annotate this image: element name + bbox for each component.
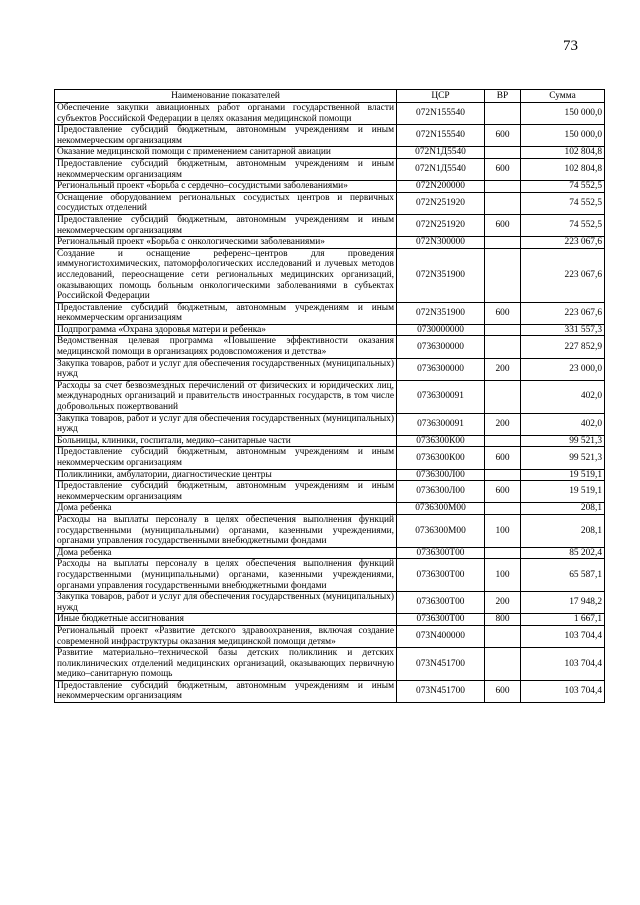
row-name-cell: Предоставление субсидий бюджетным, автономным учреждениям и иным некоммерческим организациям	[55, 680, 397, 702]
row-sum-cell: 227 852,9	[521, 336, 605, 358]
row-vr-cell	[485, 181, 521, 193]
header-vr: ВР	[485, 90, 521, 103]
row-vr-cell: 600	[485, 302, 521, 324]
header-row	[55, 90, 605, 103]
row-vr-cell	[485, 147, 521, 159]
row-sum-cell: 331 557,3	[521, 324, 605, 336]
row-name-cell: Создание и оснащение референс–центров для проведения иммуногистохимических, патоморфологических исследований и лучевых методов исследований, переоснащение сети региональных медицинских организаций, оказывающих помощь больным онкологическими заболеваниями в субъектах Российской Федерации	[55, 248, 397, 302]
row-sum-cell: 102 804,8	[521, 147, 605, 159]
table-row	[55, 147, 605, 159]
row-vr-cell	[485, 547, 521, 559]
row-vr-cell	[485, 248, 521, 302]
row-name-cell: Предоставление субсидий бюджетным, автономным учреждениям и иным некоммерческим организациям	[55, 125, 397, 147]
row-name-cell: Предоставление субсидий бюджетным, автономным учреждениям и иным некоммерческим организациям	[55, 158, 397, 180]
table-row	[55, 614, 605, 626]
row-vr-cell	[485, 336, 521, 358]
row-csr-cell: 072N351900	[397, 302, 485, 324]
row-sum-cell: 150 000,0	[521, 103, 605, 125]
row-name-cell: Закупка товаров, работ и услуг для обеспечения государственных (муниципальных) нужд	[55, 592, 397, 614]
table-row	[55, 648, 605, 681]
row-vr-cell	[485, 648, 521, 681]
row-name-cell: Дома ребенка	[55, 547, 397, 559]
row-vr-cell	[485, 503, 521, 515]
row-vr-cell: 600	[485, 125, 521, 147]
table-row	[55, 336, 605, 358]
row-vr-cell: 600	[485, 447, 521, 469]
row-name-cell: Иные бюджетные ассигнования	[55, 614, 397, 626]
row-csr-cell: 0736300Т00	[397, 547, 485, 559]
table-row	[55, 158, 605, 180]
row-csr-cell: 0736300Л00	[397, 481, 485, 503]
table-row	[55, 192, 605, 214]
row-csr-cell: 0736300000	[397, 358, 485, 380]
row-csr-cell: 072N200000	[397, 181, 485, 193]
row-csr-cell: 072N1Д5540	[397, 147, 485, 159]
row-csr-cell: 073N451700	[397, 648, 485, 681]
table-row	[55, 181, 605, 193]
row-name-cell: Оснащение оборудованием региональных сосудистых центров и первичных сосудистых отделений	[55, 192, 397, 214]
row-name-cell: Поликлиники, амбулатории, диагностические центры	[55, 469, 397, 481]
page-number: 73	[563, 38, 578, 54]
table-row	[55, 503, 605, 515]
row-name-cell: Обеспечение закупки авиационных работ органами государственной власти субъектов Российской Федерации в целях оказания медицинской помощи	[55, 103, 397, 125]
row-name-cell: Дома ребенка	[55, 503, 397, 515]
row-sum-cell: 23 000,0	[521, 358, 605, 380]
row-name-cell: Региональный проект «Борьба с онкологическими заболеваниями»	[55, 237, 397, 249]
row-csr-cell: 0736300М00	[397, 514, 485, 547]
table-row	[55, 447, 605, 469]
row-name-cell: Подпрограмма «Охрана здоровья матери и ребенка»	[55, 324, 397, 336]
row-name-cell: Расходы на выплаты персоналу в целях обеспечения выполнения функций государственными (муниципальными) органами, казенными учреждениями, органами управления государственными внебюджетными фондами	[55, 559, 397, 592]
table-row	[55, 125, 605, 147]
row-csr-cell: 0736300091	[397, 380, 485, 413]
row-vr-cell	[485, 192, 521, 214]
row-csr-cell: 072N251920	[397, 192, 485, 214]
row-vr-cell	[485, 103, 521, 125]
row-name-cell: Больницы, клиники, госпитали, медико–санитарные части	[55, 435, 397, 447]
table-row	[55, 324, 605, 336]
row-name-cell: Закупка товаров, работ и услуг для обеспечения государственных (муниципальных) нужд	[55, 358, 397, 380]
row-vr-cell: 800	[485, 614, 521, 626]
row-csr-cell: 073N451700	[397, 680, 485, 702]
row-csr-cell: 072N155540	[397, 103, 485, 125]
row-csr-cell: 0736300Т00	[397, 559, 485, 592]
row-vr-cell: 100	[485, 514, 521, 547]
row-sum-cell: 99 521,3	[521, 435, 605, 447]
budget-table	[54, 89, 605, 703]
table-body	[55, 103, 605, 703]
table-row	[55, 358, 605, 380]
row-csr-cell: 0736300Л00	[397, 469, 485, 481]
row-csr-cell: 0736300К00	[397, 447, 485, 469]
row-vr-cell	[485, 435, 521, 447]
table-row	[55, 214, 605, 236]
row-sum-cell: 74 552,5	[521, 192, 605, 214]
row-sum-cell: 402,0	[521, 380, 605, 413]
row-vr-cell: 100	[485, 559, 521, 592]
row-vr-cell	[485, 324, 521, 336]
header-sum: Сумма	[521, 90, 605, 103]
header-name: Наименование показателей	[55, 90, 397, 103]
row-vr-cell: 600	[485, 214, 521, 236]
table-row	[55, 237, 605, 249]
table-row	[55, 103, 605, 125]
row-vr-cell: 200	[485, 413, 521, 435]
row-csr-cell: 072N251920	[397, 214, 485, 236]
row-csr-cell: 072N300000	[397, 237, 485, 249]
row-sum-cell: 65 587,1	[521, 559, 605, 592]
row-name-cell: Расходы за счет безвозмездных перечислений от физических и юридических лиц, международных организаций и правительств иностранных государств, в том числе добровольных пожертвований	[55, 380, 397, 413]
row-sum-cell: 85 202,4	[521, 547, 605, 559]
table-row	[55, 625, 605, 647]
row-sum-cell: 223 067,6	[521, 302, 605, 324]
row-sum-cell: 1 667,1	[521, 614, 605, 626]
row-sum-cell: 103 704,4	[521, 648, 605, 681]
table-row	[55, 413, 605, 435]
row-sum-cell: 102 804,8	[521, 158, 605, 180]
row-sum-cell: 150 000,0	[521, 125, 605, 147]
row-vr-cell	[485, 237, 521, 249]
row-name-cell: Расходы на выплаты персоналу в целях обеспечения выполнения функций государственными (муниципальными) органами, казенными учреждениями, органами управления государственными внебюджетными фондами	[55, 514, 397, 547]
row-csr-cell: 0736300М00	[397, 503, 485, 515]
row-csr-cell: 0736300Т00	[397, 614, 485, 626]
row-sum-cell: 19 519,1	[521, 481, 605, 503]
table-row	[55, 481, 605, 503]
row-vr-cell: 600	[485, 481, 521, 503]
row-csr-cell: 0736300091	[397, 413, 485, 435]
row-sum-cell: 223 067,6	[521, 237, 605, 249]
row-vr-cell	[485, 469, 521, 481]
row-name-cell: Предоставление субсидий бюджетным, автономным учреждениям и иным некоммерческим организациям	[55, 302, 397, 324]
row-csr-cell: 0736300Т00	[397, 592, 485, 614]
row-sum-cell: 208,1	[521, 514, 605, 547]
row-csr-cell: 073N400000	[397, 625, 485, 647]
row-sum-cell: 103 704,4	[521, 680, 605, 702]
table-row	[55, 680, 605, 702]
row-name-cell: Оказание медицинской помощи с применением санитарной авиации	[55, 147, 397, 159]
row-csr-cell: 072N155540	[397, 125, 485, 147]
row-sum-cell: 402,0	[521, 413, 605, 435]
row-name-cell: Ведомственная целевая программа «Повышение эффективности оказания медицинской помощи в организациях родовспоможения и детства»	[55, 336, 397, 358]
row-sum-cell: 99 521,3	[521, 447, 605, 469]
header-csr: ЦСР	[397, 90, 485, 103]
row-name-cell: Предоставление субсидий бюджетным, автономным учреждениям и иным некоммерческим организациям	[55, 447, 397, 469]
table-row	[55, 248, 605, 302]
row-sum-cell: 19 519,1	[521, 469, 605, 481]
row-sum-cell: 103 704,4	[521, 625, 605, 647]
row-vr-cell: 200	[485, 592, 521, 614]
row-name-cell: Региональный проект «Развитие детского здравоохранения, включая создание современной инфраструктуры оказания медицинской помощи детям»	[55, 625, 397, 647]
row-sum-cell: 17 948,2	[521, 592, 605, 614]
row-vr-cell: 600	[485, 158, 521, 180]
row-name-cell: Закупка товаров, работ и услуг для обеспечения государственных (муниципальных) нужд	[55, 413, 397, 435]
table-row	[55, 469, 605, 481]
table-row	[55, 380, 605, 413]
row-vr-cell: 600	[485, 680, 521, 702]
row-vr-cell	[485, 380, 521, 413]
table-row	[55, 559, 605, 592]
row-csr-cell: 0736300000	[397, 336, 485, 358]
table-row	[55, 514, 605, 547]
row-vr-cell	[485, 625, 521, 647]
table-row	[55, 547, 605, 559]
table-row	[55, 592, 605, 614]
row-sum-cell: 74 552,5	[521, 214, 605, 236]
row-csr-cell: 0730000000	[397, 324, 485, 336]
row-csr-cell: 072N1Д5540	[397, 158, 485, 180]
row-vr-cell: 200	[485, 358, 521, 380]
table-header	[55, 90, 605, 103]
row-sum-cell: 74 552,5	[521, 181, 605, 193]
row-csr-cell: 072N351900	[397, 248, 485, 302]
table-row	[55, 302, 605, 324]
table-row	[55, 435, 605, 447]
row-name-cell: Региональный проект «Борьба с сердечно–сосудистыми заболеваниями»	[55, 181, 397, 193]
row-name-cell: Предоставление субсидий бюджетным, автономным учреждениям и иным некоммерческим организациям	[55, 481, 397, 503]
row-name-cell: Развитие материально–технической базы детских поликлиник и детских поликлинических отделений медицинских организаций, оказывающих первичную медико–санитарную помощь	[55, 648, 397, 681]
row-sum-cell: 208,1	[521, 503, 605, 515]
row-sum-cell: 223 067,6	[521, 248, 605, 302]
row-name-cell: Предоставление субсидий бюджетным, автономным учреждениям и иным некоммерческим организациям	[55, 214, 397, 236]
row-csr-cell: 0736300К00	[397, 435, 485, 447]
